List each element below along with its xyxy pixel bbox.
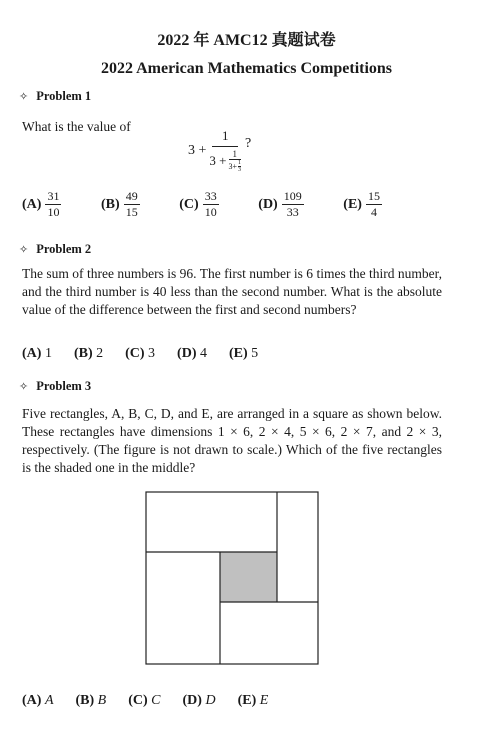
choice-a bbox=[22, 346, 52, 362]
denominator: 10 bbox=[47, 205, 60, 219]
choice-d bbox=[183, 693, 216, 709]
denominator: 10 bbox=[204, 205, 217, 219]
choice-a bbox=[22, 693, 54, 709]
problem-2-choices bbox=[22, 346, 258, 362]
choice-value: 5 bbox=[251, 346, 259, 361]
choice-fraction bbox=[203, 190, 219, 219]
choice-b bbox=[76, 693, 107, 709]
choice-label: (E) bbox=[237, 693, 257, 708]
numerator: 49 bbox=[125, 189, 138, 203]
problem-3-choices bbox=[22, 693, 268, 709]
choice-label: (A) bbox=[22, 196, 42, 212]
innermost bbox=[229, 160, 242, 173]
numerator: 15 bbox=[367, 189, 380, 203]
choice-label: (C) bbox=[128, 693, 148, 708]
four-point-star-icon: ✧ bbox=[19, 91, 29, 103]
choice-fraction bbox=[45, 190, 61, 219]
choice-value: B bbox=[97, 693, 107, 708]
choice-c bbox=[125, 346, 155, 362]
expr-inner-lead: 3 + bbox=[209, 153, 227, 168]
choice-label: (B) bbox=[73, 346, 93, 361]
problem-2-label: Problem 2 bbox=[36, 242, 92, 256]
choice-a bbox=[22, 190, 61, 219]
continued-fraction bbox=[209, 128, 241, 173]
page-title: 2022 年 AMC12 真题试卷 bbox=[157, 32, 336, 49]
choice-label: (D) bbox=[182, 693, 202, 708]
choice-fraction bbox=[124, 190, 140, 219]
choice-b bbox=[74, 346, 103, 362]
numerator: 31 bbox=[47, 189, 60, 203]
numerator: 109 bbox=[283, 189, 302, 203]
choice-value: 3 bbox=[148, 346, 156, 361]
choice-fraction bbox=[282, 190, 304, 219]
numerator: 33 bbox=[204, 189, 217, 203]
choice-e bbox=[238, 693, 269, 709]
choice-c bbox=[128, 693, 160, 709]
inner-fraction bbox=[229, 149, 242, 173]
choice-label: (B) bbox=[101, 196, 120, 212]
problem-1-expression bbox=[188, 128, 251, 173]
choice-b bbox=[101, 190, 140, 219]
choice-value: 4 bbox=[199, 346, 207, 361]
choice-e bbox=[229, 346, 258, 362]
choice-value: 2 bbox=[96, 346, 104, 361]
problem-1-header bbox=[19, 89, 91, 104]
rectangles-figure bbox=[144, 490, 322, 668]
choice-value: 1 bbox=[44, 346, 52, 361]
expr-lead: 3 + bbox=[188, 142, 207, 158]
innermost-denominator: 3 bbox=[238, 167, 242, 173]
problem-3-text: Five rectangles, A, B, C, D, and E, are arranged in a square as shown below. These rectangles have dimensions 1 × 6, 2 × 4, 5 × 6, 2 × 7, and 2 × 3, respectively. (The figure is not drawn to scale.) Which of the five rectangles is the shaded one in the middle? bbox=[22, 406, 442, 475]
four-point-star-icon: ✧ bbox=[19, 244, 29, 256]
problem-1-text: What is the value of bbox=[22, 119, 131, 134]
innermost-fraction bbox=[238, 160, 241, 173]
expr-denominator bbox=[209, 147, 241, 173]
problem-1-choices bbox=[22, 190, 382, 219]
innermost-lead: 3+ bbox=[228, 162, 238, 171]
denominator: 4 bbox=[370, 205, 377, 219]
choice-label: (D) bbox=[177, 346, 197, 361]
choice-label: (B) bbox=[75, 693, 95, 708]
choice-value: E bbox=[259, 693, 269, 708]
choice-label: (A) bbox=[22, 693, 42, 708]
choice-d bbox=[258, 190, 303, 219]
expr-numerator: 1 bbox=[212, 128, 239, 147]
inner-numerator: 1 bbox=[229, 149, 242, 160]
problem-2-text: The sum of three numbers is 96. The first number is 6 times the third number, and the third number is 40 less than the second number. What is the absolute value of the difference between the first and second numbers? bbox=[22, 266, 442, 317]
expr-question-mark: ? bbox=[245, 135, 252, 151]
choice-e bbox=[343, 190, 382, 219]
denominator: 33 bbox=[286, 205, 299, 219]
choice-value: C bbox=[151, 693, 161, 708]
problem-3-header bbox=[19, 379, 91, 394]
choice-label: (C) bbox=[179, 196, 199, 212]
four-point-star-icon: ✧ bbox=[19, 381, 29, 393]
page-subtitle: 2022 American Mathematics Competitions bbox=[100, 60, 393, 77]
choice-value: A bbox=[44, 693, 54, 708]
shaded-rectangle bbox=[220, 552, 277, 602]
choice-label: (E) bbox=[228, 346, 248, 361]
choice-label: (A) bbox=[22, 346, 42, 361]
problem-1-label: Problem 1 bbox=[36, 89, 92, 103]
choice-label: (D) bbox=[258, 196, 278, 212]
denominator: 15 bbox=[125, 205, 138, 219]
choice-label: (E) bbox=[343, 196, 362, 212]
problem-2-header bbox=[19, 242, 91, 257]
problem-3-label: Problem 3 bbox=[36, 379, 92, 393]
innermost-numerator: 1 bbox=[238, 160, 242, 166]
choice-d bbox=[177, 346, 207, 362]
choice-label: (C) bbox=[125, 346, 145, 361]
choice-c bbox=[179, 190, 218, 219]
choice-fraction bbox=[366, 190, 382, 219]
choice-value: D bbox=[205, 693, 216, 708]
